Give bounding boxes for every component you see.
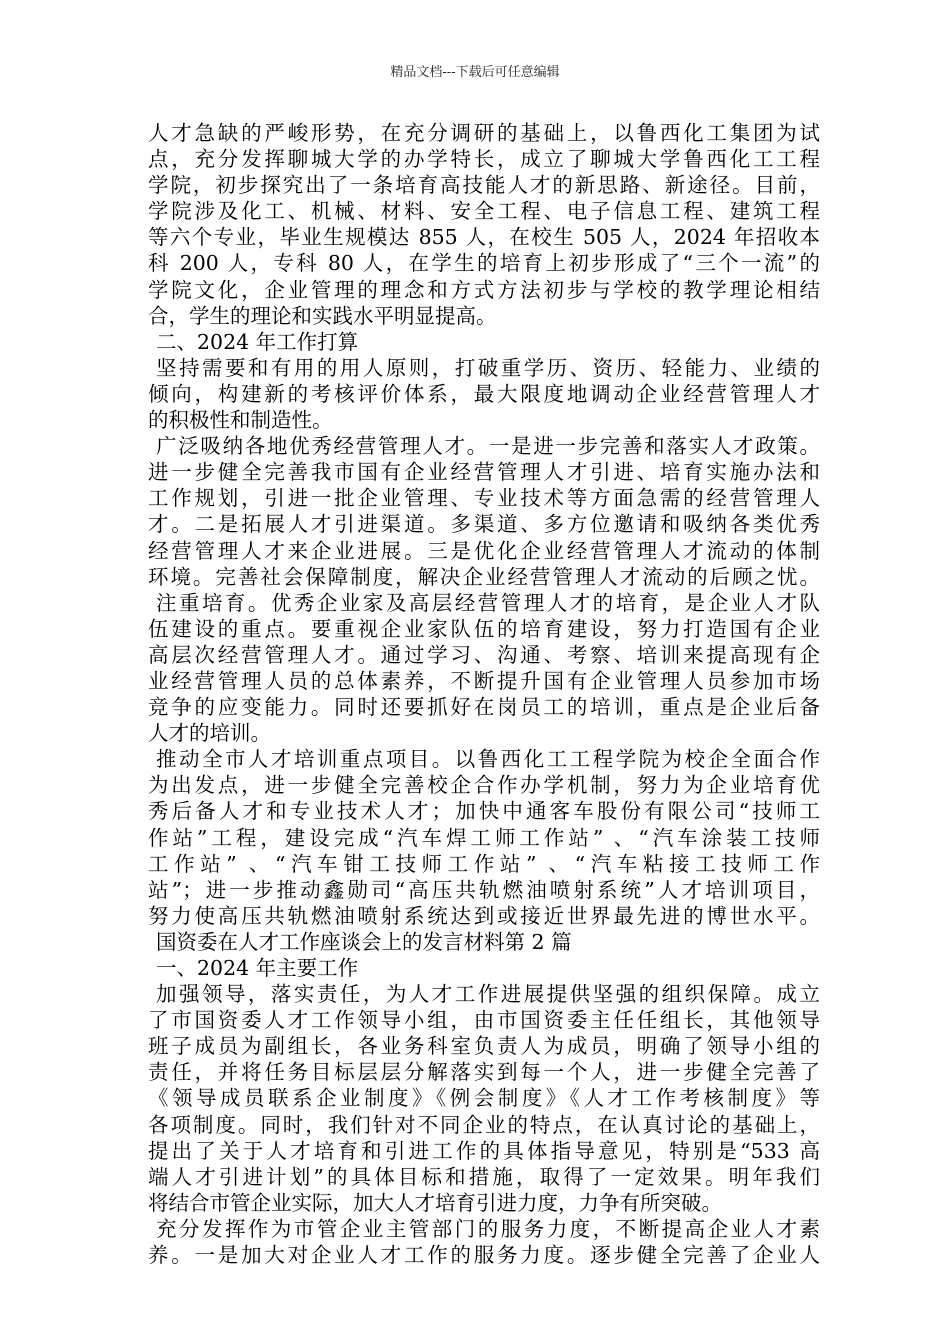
- text-line: 点，充分发挥聊城大学的办学特长，成立了聊城大学鲁西化工工程: [148, 147, 820, 172]
- text-line: 秀后备人才和专业技术人才；加快中通客车股份有限公司“技师工: [148, 799, 820, 824]
- text-line: 竞争的应变能力。同时还要抓好在岗员工的培训，重点是企业后备: [148, 695, 820, 720]
- text-line: 经营管理人才来企业进展。三是优化企业经营管理人才流动的体制: [148, 538, 820, 563]
- text-line: 了市国资委人才工作领导小组，由市国资委主任任组长，其他领导: [148, 1008, 820, 1033]
- text-line: 加强领导，落实责任，为人才工作进展提供坚强的组织保障。成立: [156, 982, 820, 1007]
- text-line: 高层次经营管理人才。通过学习、沟通、考察、培训来提高现有企: [148, 642, 820, 667]
- text-line: 科 200 人，专科 80 人，在学生的培育上初步形成了“三个一流”的: [148, 251, 820, 276]
- text-line: 学院，初步探究出了一条培育高技能人才的新思路、新途径。目前，: [148, 173, 820, 198]
- text-line: 工作站” 、“汽车钳工技师工作站” 、“汽车粘接工技师工作: [148, 851, 820, 876]
- text-line: 充分发挥作为市管企业主管部门的服务力度，不断提高企业人才素: [156, 1216, 820, 1241]
- text-line: 等六个专业，毕业生规模达 855 人，在校生 505 人，2024 年招收本: [148, 225, 820, 250]
- text-line: 为出发点，进一步健全完善校企合作办学机制，努力为企业培育优: [148, 773, 820, 798]
- text-line: 进一步健全完善我市国有企业经营管理人才引进、培育实施办法和: [148, 460, 820, 485]
- text-line: 将结合市管企业实际，加大人才培育引进力度，力争有所突破。: [148, 1190, 722, 1215]
- text-line: 国资委在人才工作座谈会上的发言材料第 2 篇: [156, 929, 572, 954]
- text-line: 努力使高压共轨燃油喷射系统达到或接近世界最先进的博世水平。: [148, 903, 820, 928]
- text-line: 提出了关于人才培育和引进工作的具体指导意见，特别是“533 高: [148, 1138, 820, 1163]
- text-line: 责任，并将任务目标层层分解落实到每一个人，进一步健全完善了: [148, 1060, 820, 1085]
- text-line: 坚持需要和有用的用人原则，打破重学历、资历、轻能力、业绩的: [156, 355, 820, 380]
- text-line: 各项制度。同时，我们针对不同企业的特点，在认真讨论的基础上，: [148, 1112, 820, 1137]
- text-line: 学院文化，企业管理的理念和方式方法初步与学校的教学理论相结: [148, 277, 820, 302]
- text-line: 才。二是拓展人才引进渠道。多渠道、多方位邀请和吸纳各类优秀: [148, 512, 820, 537]
- text-line: 推动全市人才培训重点项目。以鲁西化工工程学院为校企全面合作: [156, 747, 820, 772]
- page-header: 精品文档---下载后可任意编辑: [390, 65, 560, 80]
- text-line: 工作规划，引进一批企业管理、专业技术等方面急需的经营管理人: [148, 486, 820, 511]
- text-line: 广泛吸纳各地优秀经营管理人才。一是进一步完善和落实人才政策。: [156, 434, 820, 459]
- text-line: 站”；进一步推动鑫勋司“高压共轨燃油喷射系统”人才培训项目，: [148, 877, 820, 902]
- text-line: 《领导成员联系企业制度》《例会制度》《人才工作考核制度》等: [148, 1086, 820, 1111]
- text-line: 班子成员为副组长，各业务科室负责人为成员，明确了领导小组的: [148, 1034, 820, 1059]
- text-line: 养。一是加大对企业人才工作的服务力度。逐步健全完善了企业人: [148, 1243, 820, 1268]
- text-line: 合，学生的理论和实践水平明显提高。: [148, 303, 497, 328]
- text-line: 业经营管理人员的总体素养，不断提升国有企业管理人员参加市场: [148, 668, 820, 693]
- text-line: 一、2024 年主要工作: [156, 956, 359, 980]
- text-line: 人才的培训。: [148, 721, 271, 746]
- text-line: 二、2024 年工作打算: [156, 329, 359, 354]
- text-line: 伍建设的重点。要重视企业家队伍的培育建设，努力打造国有企业: [148, 616, 820, 641]
- text-line: 倾向，构建新的考核评价体系，最大限度地调动企业经营管理人才: [148, 381, 820, 406]
- text-line: 的积极性和制造性。: [148, 408, 333, 433]
- text-line: 作站”工程，建设完成“汽车焊工师工作站” 、“汽车涂装工技师: [148, 825, 820, 850]
- text-line: 人才急缺的严峻形势，在充分调研的基础上，以鲁西化工集团为试: [148, 121, 820, 145]
- document-body: [148, 120, 820, 1268]
- text-line: 环境。完善社会保障制度，解决企业经营管理人才流动的后顾之忧。: [148, 564, 820, 589]
- text-line: 注重培育。优秀企业家及高层经营管理人才的培育，是企业人才队: [156, 590, 820, 615]
- text-line: 端人才引进计划”的具体目标和措施，取得了一定效果。明年我们: [148, 1164, 820, 1189]
- text-line: 学院涉及化工、机械、材料、安全工程、电子信息工程、建筑工程: [148, 199, 820, 224]
